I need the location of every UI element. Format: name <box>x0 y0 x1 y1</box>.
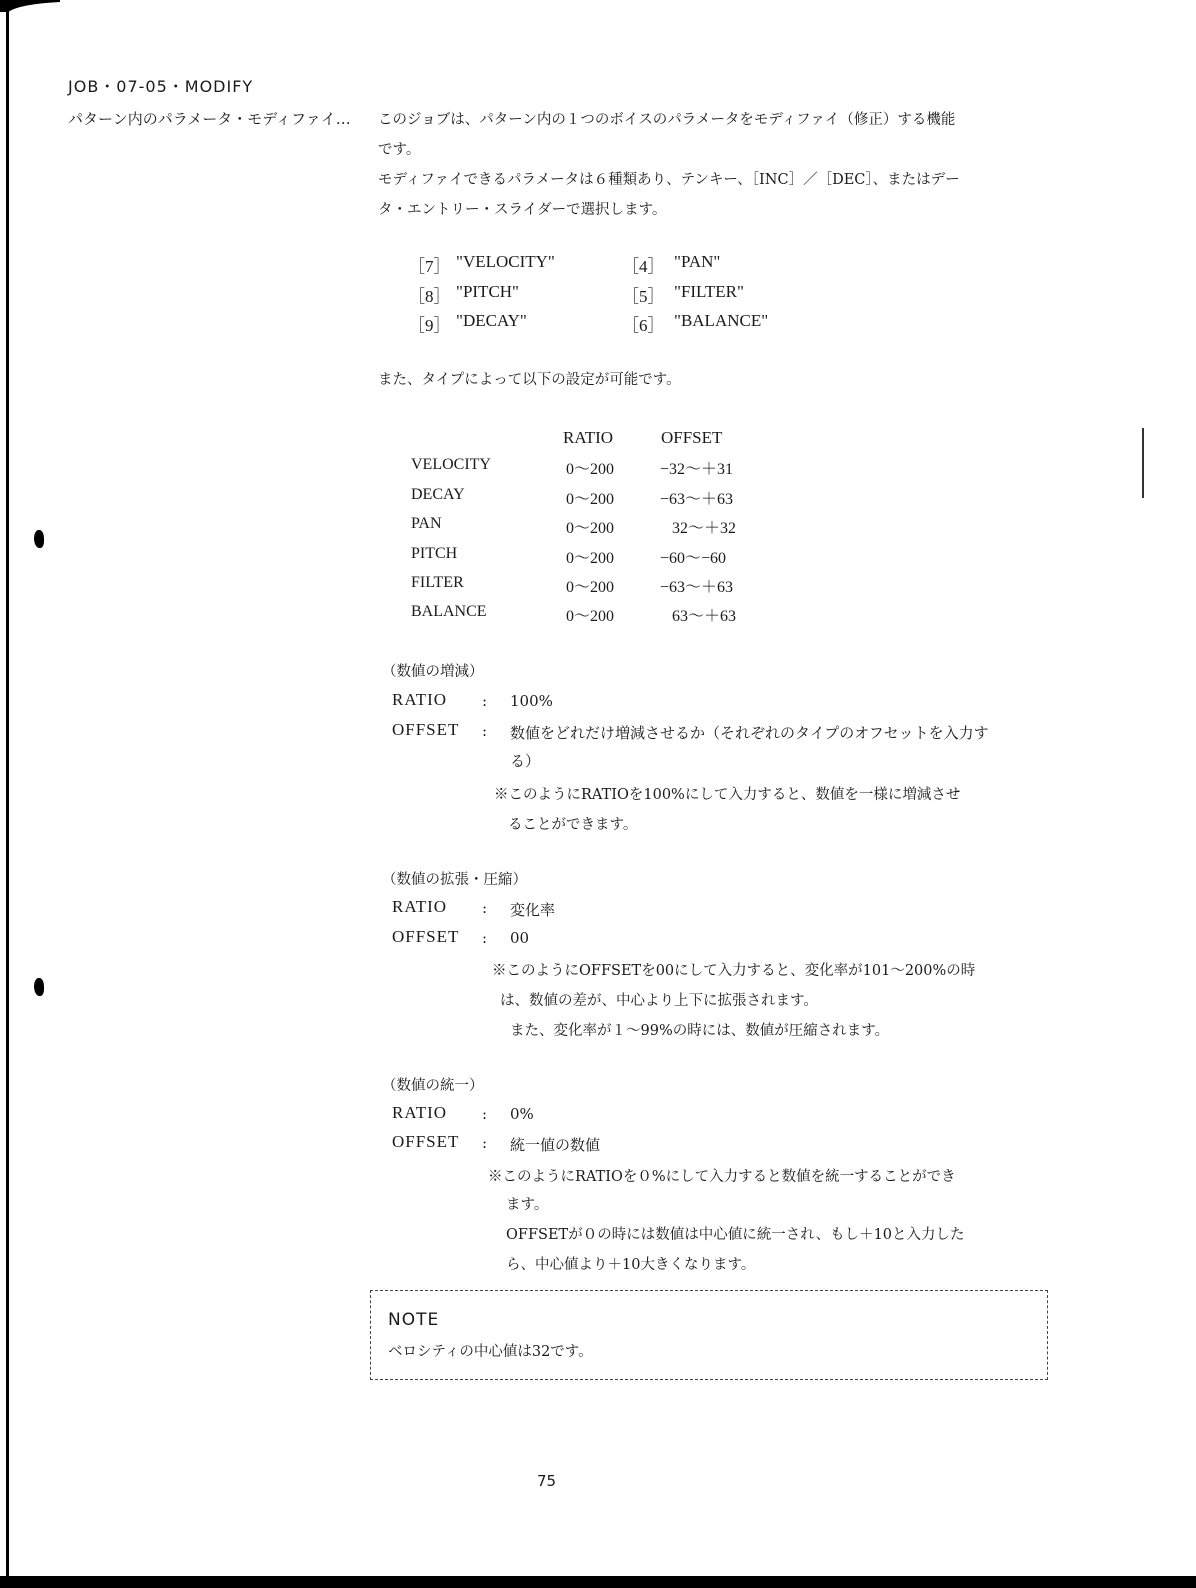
remark-text: は、数値の差が、中心より上下に拡張されます。 <box>500 993 818 1009</box>
offset-value: 統一値の数値 <box>510 1136 601 1154</box>
intro-text: このジョブは、パターン内の１つのボイスのパラメータをモディファイ（修正）する機能 <box>378 112 956 128</box>
ratio-label: RATIO <box>392 690 448 709</box>
block-heading: （数値の統一） <box>382 1078 484 1094</box>
table-row-offset: 32～＋32 <box>672 520 737 537</box>
table-row-type: DECAY <box>411 486 465 503</box>
table-row-ratio: 0～200 <box>566 608 615 625</box>
param-name: "VELOCITY" <box>456 252 555 271</box>
scan-line <box>1142 428 1144 498</box>
block-heading: （数値の拡張・圧縮） <box>382 872 527 888</box>
param-key: ［4］ <box>622 257 665 276</box>
table-row-offset: 63～＋63 <box>672 608 737 625</box>
param-name: "FILTER" <box>674 282 744 301</box>
ratio-value: 100% <box>510 692 553 710</box>
intro-text: タ・エントリー・スライダーで選択します。 <box>378 202 667 218</box>
colon: : <box>482 1105 488 1123</box>
ratio-value: 0% <box>510 1105 534 1123</box>
table-row-ratio: 0～200 <box>566 520 615 537</box>
table-row-ratio: 0～200 <box>566 461 615 478</box>
param-key: ［6］ <box>622 316 665 335</box>
remark-text: ることができます。 <box>508 817 638 833</box>
scan-corner-mark <box>0 0 60 12</box>
remark-text: ら、中心値より＋10大きくなります。 <box>506 1257 756 1273</box>
offset-label: OFFSET <box>392 1132 460 1151</box>
param-key: ［9］ <box>408 316 451 335</box>
table-row-type: PITCH <box>411 545 458 562</box>
colon: : <box>482 1134 488 1152</box>
intro-text: モディファイできるパラメータは６種類あり、テンキー、［INC］／［DEC］、またはデー <box>378 172 960 188</box>
table-row-type: FILTER <box>411 574 464 591</box>
ratio-label: RATIO <box>392 1103 448 1122</box>
table-row-offset: −63～＋63 <box>660 491 734 508</box>
ratio-value: 変化率 <box>510 901 556 919</box>
intro-text: です。 <box>378 142 421 158</box>
note-title: NOTE <box>388 1310 440 1330</box>
offset-value: る） <box>510 752 541 770</box>
colon: : <box>482 722 488 740</box>
param-key: ［7］ <box>408 257 451 276</box>
param-name: "DECAY" <box>456 311 527 330</box>
binder-hole-mark <box>34 530 44 548</box>
section-title: パターン内のパラメータ・モディファイ… <box>68 110 351 128</box>
note-body: ベロシティの中心値は32です。 <box>388 1344 593 1360</box>
table-row-type: VELOCITY <box>411 456 491 473</box>
table-row-ratio: 0～200 <box>566 579 615 596</box>
table-row-type: PAN <box>411 515 442 532</box>
offset-value: 00 <box>510 929 530 947</box>
offset-label: OFFSET <box>392 927 460 946</box>
remark-text: ※このようにRATIOを０%にして入力すると数値を統一することができ <box>488 1169 956 1185</box>
offset-label: OFFSET <box>392 720 460 739</box>
param-name: "BALANCE" <box>674 311 769 330</box>
type-sentence: また、タイプによって以下の設定が可能です。 <box>378 372 681 388</box>
block-heading: （数値の増減） <box>382 664 484 680</box>
table-header-offset: OFFSET <box>661 428 723 447</box>
table-row-offset: −32～＋31 <box>660 461 734 478</box>
param-key: ［8］ <box>408 287 451 306</box>
note-box <box>370 1290 1048 1380</box>
param-name: "PAN" <box>674 252 721 271</box>
table-row-ratio: 0～200 <box>566 550 615 567</box>
ratio-label: RATIO <box>392 897 448 916</box>
offset-value: 数値をどれだけ増減させるか（それぞれのタイプのオフセットを入力す <box>510 724 989 742</box>
param-name: "PITCH" <box>456 282 519 301</box>
page-number: 75 <box>537 1472 557 1490</box>
scan-edge-left <box>6 0 9 1580</box>
colon: : <box>482 899 488 917</box>
colon: : <box>482 929 488 947</box>
remark-text: ※このようにOFFSETを00にして入力すると、変化率が101～200%の時 <box>492 963 976 979</box>
remark-text: OFFSETが０の時には数値は中心値に統一され、もし＋10と入力した <box>506 1227 965 1243</box>
colon: : <box>482 692 488 710</box>
remark-text: ます。 <box>506 1197 549 1213</box>
table-row-offset: −60～−60 <box>660 550 727 567</box>
job-header: JOB・07-05・MODIFY <box>68 77 254 96</box>
remark-text: また、変化率が１～99%の時には、数値が圧縮されます。 <box>510 1023 890 1039</box>
table-row-offset: −63～＋63 <box>660 579 734 596</box>
table-row-type: BALANCE <box>411 603 487 620</box>
binder-hole-mark <box>34 978 44 996</box>
param-key: ［5］ <box>622 287 665 306</box>
table-header-ratio: RATIO <box>563 428 614 447</box>
remark-text: ※このようにRATIOを100%にして入力すると、数値を一様に増減させ <box>494 787 961 803</box>
scan-edge-bottom <box>0 1576 1196 1588</box>
table-row-ratio: 0～200 <box>566 491 615 508</box>
